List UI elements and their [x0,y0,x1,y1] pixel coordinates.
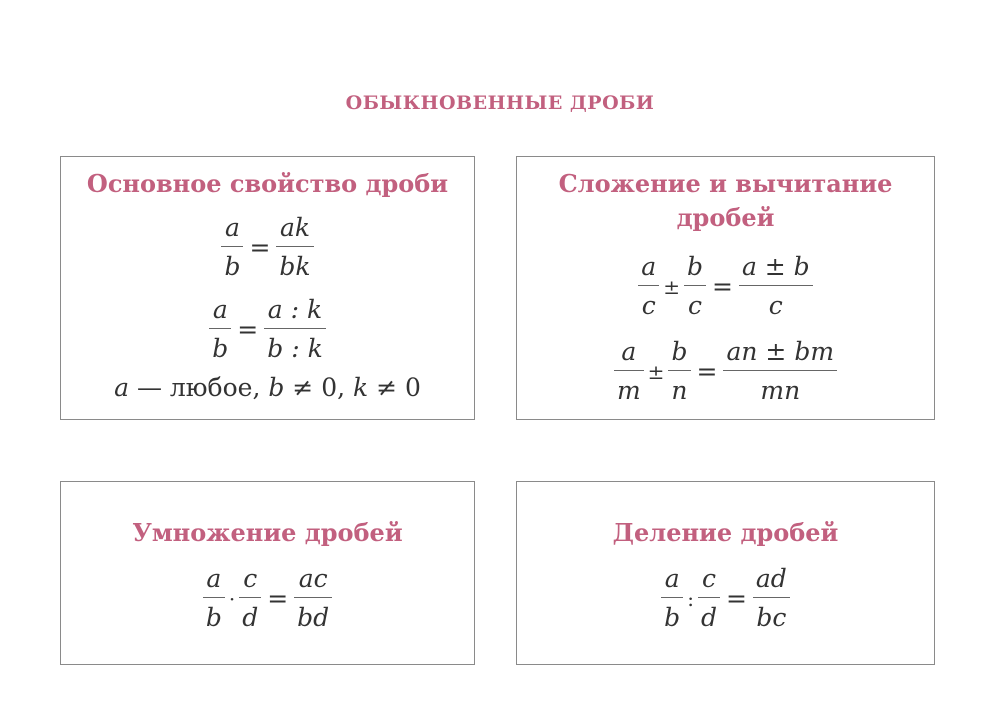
fraction-rhs [294,564,332,633]
fraction-bar [264,328,325,329]
fraction-first [638,252,659,321]
denominator: c [687,291,702,320]
equals-sign: = [696,357,718,386]
denominator: b [212,334,229,363]
denominator: c [641,291,656,320]
denominator: bd [297,603,330,632]
denominator: bk [279,252,311,281]
card-division [516,481,935,665]
numerator: b [671,337,688,366]
numerator: b [686,252,703,281]
denominator: bc [756,603,787,632]
fraction-bar [668,370,690,371]
fraction-bar [723,370,837,371]
fraction-first [203,564,225,633]
card-addition-subtraction [516,156,935,420]
card-title-division: Деление дробей [612,518,839,547]
formula-addition-1 [517,252,934,321]
fraction-first [614,337,644,406]
fraction-rhs [276,213,313,282]
equals-sign: = [725,584,747,613]
denominator: c [768,291,783,320]
denominator: b [205,603,222,632]
numerator: c [701,564,716,593]
page-title: ОБЫКНОВЕННЫЕ ДРОБИ [345,92,655,114]
fraction-bar [661,597,683,598]
equals-sign: = [267,584,289,613]
numerator: a ± b [741,252,810,281]
fraction-rhs [739,252,813,321]
fraction-bar [276,246,313,247]
card-title-addition-line2: дробей [676,203,775,232]
condition-part-k: ≠ 0 [368,373,421,402]
multiply-sign: · [228,586,236,611]
fraction-second [684,252,706,321]
fraction-rhs [723,337,837,406]
card-title-property: Основное свойство дроби [86,169,449,198]
fraction-bar [739,285,813,286]
numerator: a : k [267,295,323,324]
formula-division [517,564,934,633]
equals-sign: = [711,272,733,301]
condition-part-a: — любое, [129,373,269,402]
numerator: ad [755,564,787,593]
fraction-bar [239,597,261,598]
fraction-second [668,337,690,406]
card-title-multiplication: Умножение дробей [132,518,403,547]
var-b: b [268,373,285,402]
condition-text [61,373,474,402]
numerator: a [206,564,222,593]
denominator: d [700,603,717,632]
denominator: n [671,376,688,405]
formula-addition-2 [517,337,934,406]
fraction-bar [294,597,332,598]
var-a: a [114,373,129,402]
fraction-bar [684,285,706,286]
numerator: a [621,337,637,366]
numerator: a [664,564,680,593]
plus-minus-sign: ± [647,359,665,384]
plus-minus-sign: ± [663,274,680,299]
numerator: ak [279,213,311,242]
denominator: b : k [267,334,323,363]
card-multiplication [60,481,475,665]
fraction-bar [221,246,243,247]
denominator: b [224,252,241,281]
denominator: mn [760,376,801,405]
fraction-bar [614,370,644,371]
numerator: a [224,213,240,242]
denominator: b [664,603,681,632]
card-title-addition-line1: Сложение и вычитание [558,169,893,198]
equals-sign: = [249,233,271,262]
denominator: d [242,603,259,632]
fraction-second [239,564,261,633]
fraction-rhs [753,564,790,633]
divide-sign: : [687,586,694,611]
denominator: m [616,376,641,405]
fraction-second [698,564,720,633]
fraction-bar [753,597,790,598]
formula-property-1 [61,213,474,282]
numerator: ac [298,564,328,593]
fraction-bar [209,328,231,329]
numerator: a [212,295,228,324]
condition-part-b: ≠ 0, [284,373,353,402]
fraction-rhs [264,295,325,364]
numerator: a [641,252,657,281]
fraction-lhs [209,295,231,364]
card-fraction-property [60,156,475,420]
var-k: k [353,373,369,402]
numerator: an ± bm [726,337,835,366]
fraction-bar [698,597,720,598]
formula-property-2 [61,295,474,364]
fraction-bar [203,597,225,598]
fraction-first [661,564,683,633]
fraction-lhs [221,213,243,282]
formula-multiplication [61,564,474,633]
fraction-bar [638,285,659,286]
numerator: c [243,564,258,593]
equals-sign: = [237,315,259,344]
